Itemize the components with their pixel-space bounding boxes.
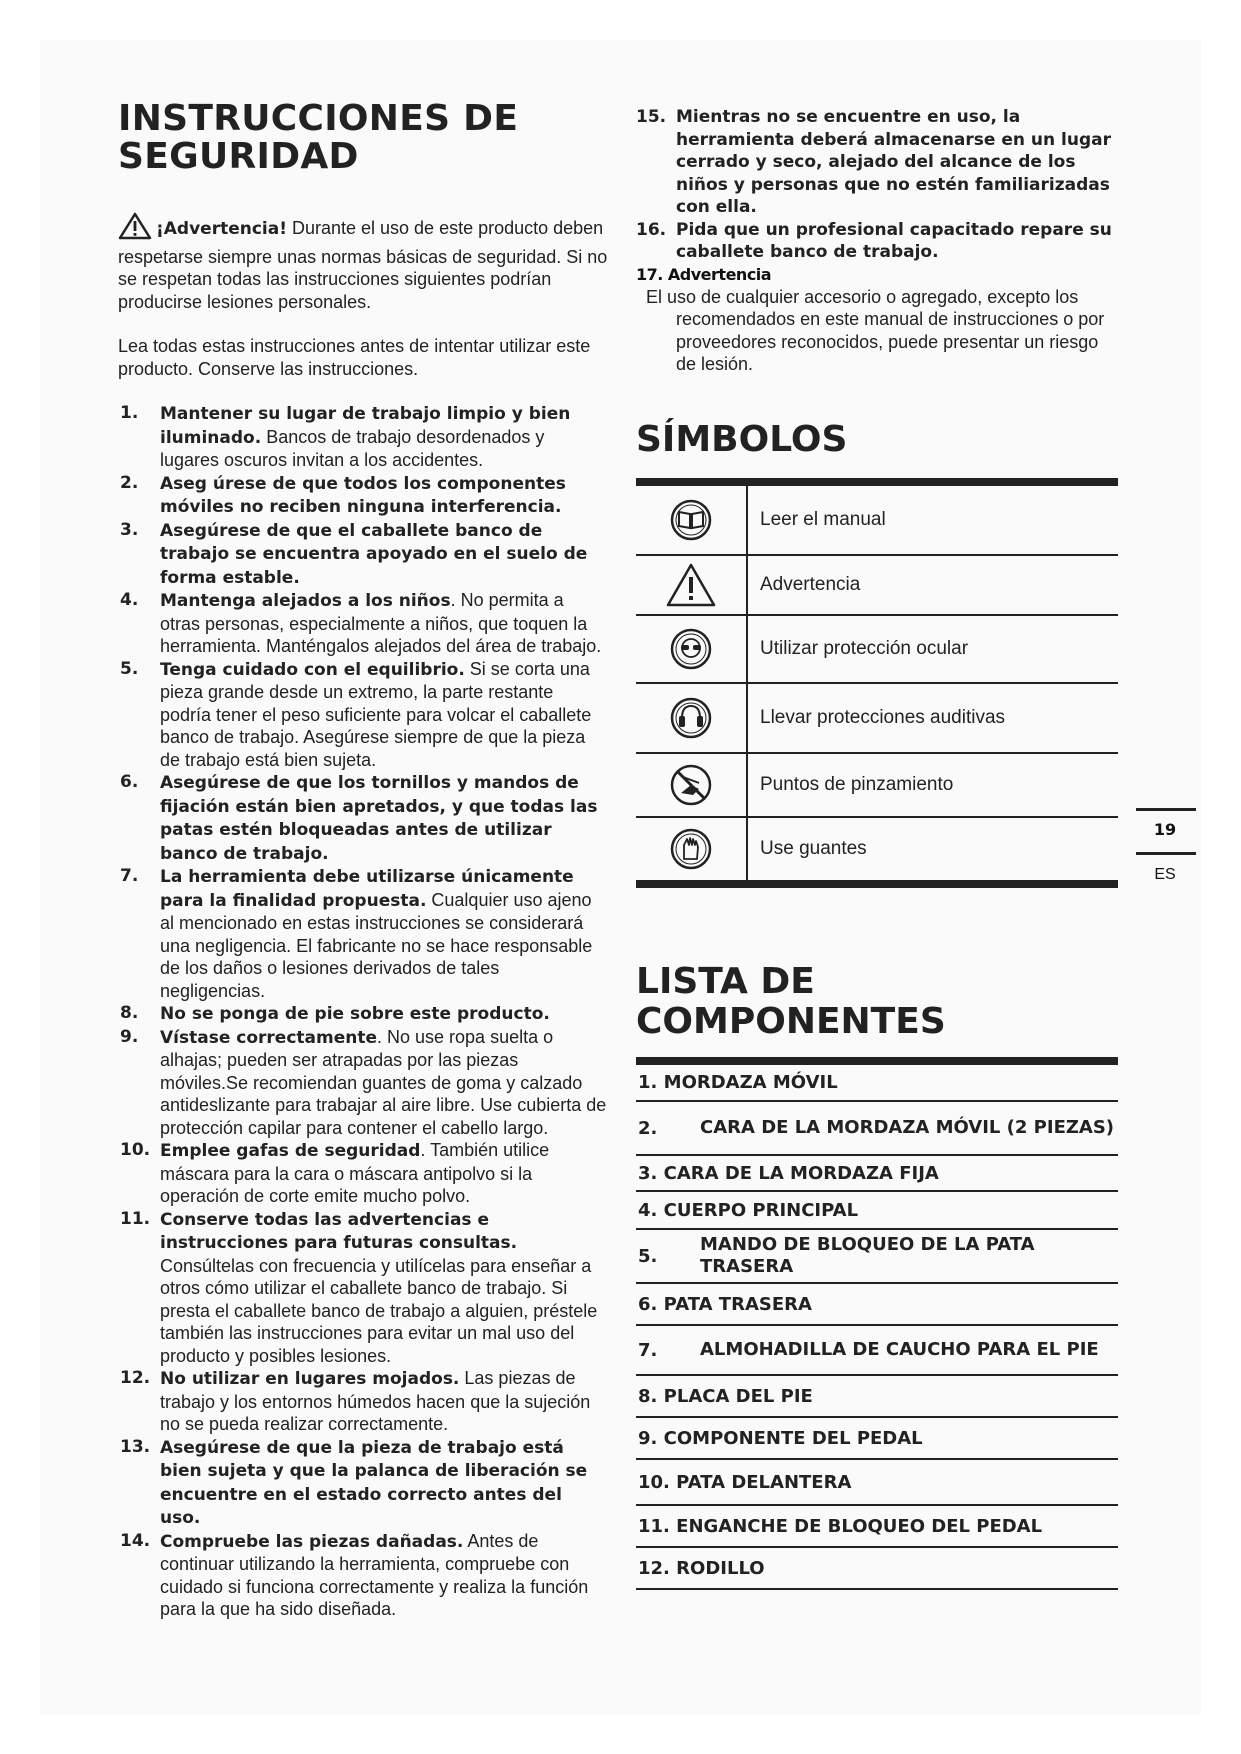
rule-bold-text: Mientras no se encuentre en uso, la herramienta deberá almacenarse en un lugar cerrado y seco, alejado del alcance de los niños y personas que no estén familiarizadas con ella. <box>676 107 1111 217</box>
rule-text: Las piezas de trabajo y los entornos húmedos hacen que la sujeción no se pueda realizar correctamente. <box>160 1368 591 1434</box>
rule-number: 1. <box>120 403 139 423</box>
component-row <box>636 1418 1118 1460</box>
rule-bold-text: Aseg úrese de que todos los componentes móviles no reciben ninguna interferencia. <box>160 473 566 517</box>
ear-protection-icon <box>636 684 748 752</box>
symbols-title: SÍMBOLOS <box>636 419 848 460</box>
components-table <box>636 1057 1118 1590</box>
component-label: MORDAZA MÓVIL <box>663 1072 838 1093</box>
rule-text: Cualquier uso ajeno al mencionado en estas instrucciones se considerará una negligencia. El fabricante no se hace responsable de los daños o lesiones derivados de tales negligencias. <box>160 889 593 1001</box>
component-row <box>636 1065 1118 1102</box>
read-instructions-text: Lea todas estas instrucciones antes de intentar utilizar este producto. Conserve las instrucciones. <box>118 336 591 379</box>
symbol-label: Leer el manual <box>760 509 886 530</box>
rule-number: 6. <box>120 772 139 792</box>
rule-number: 16. <box>636 219 667 240</box>
safety-rule-item <box>118 771 608 865</box>
rule-number: 12. <box>120 1368 151 1388</box>
rule-number: 13. <box>120 1436 151 1457</box>
rule-number: 5. <box>120 658 139 679</box>
component-number: 7. <box>638 1339 658 1361</box>
symbol-label: Utilizar protección ocular <box>760 638 969 659</box>
rule-text: . No use ropa suelta o alhajas; pueden ser atrapadas por las piezas móviles.Se recomiendan guantes de goma y calzado antideslizante para trabajar al aire libre. Use cubierta de protección capilar para contener el cabello largo. <box>160 1026 607 1138</box>
rule-bold-text: Compruebe las piezas dañadas. <box>160 1531 464 1552</box>
left-column <box>118 100 608 1621</box>
rule-number: 10. <box>120 1140 151 1160</box>
warning-intro <box>118 212 608 313</box>
page-title: INSTRUCCIONES DE SEGURIDAD <box>118 98 519 177</box>
safety-rule-item <box>118 1436 608 1530</box>
component-row <box>636 1284 1118 1326</box>
rule-number: 8. <box>120 1003 139 1023</box>
symbol-label: Puntos de pinzamiento <box>760 774 954 795</box>
symbols-table <box>636 478 1118 888</box>
safety-rule-item <box>118 1139 608 1208</box>
warning-text: Durante el uso de este producto deben respetarse siempre unas normas básicas de seguridad. Si no se respetan todas las instrucciones siguientes podrían producirse lesiones personales. <box>118 218 608 312</box>
safety-rules-continued <box>636 106 1116 264</box>
component-label: RODILLO <box>676 1557 765 1579</box>
safety-rule-item <box>118 658 608 772</box>
safety-rule-item <box>636 106 1116 219</box>
component-row <box>636 1326 1118 1376</box>
rule-text: . También utilice máscara para la cara o máscara antipolvo si la operación de corte emite mucho polvo. <box>160 1140 550 1206</box>
rule-number: 15. <box>636 107 667 127</box>
read-manual-icon <box>636 486 748 554</box>
component-label: ALMOHADILLA DE CAUCHO PARA EL PIE <box>700 1339 1099 1360</box>
rule-text: Consúltelas con frecuencia y utilícelas para enseñar a otros cómo utilizar el caballete banco de trabajo. Si presta el caballete banco de trabajo a alguien, préstele también las instrucciones para evitar un mal uso del producto y posibles lesiones. <box>160 1255 598 1366</box>
rule-bold-text: Mantener su lugar de trabajo limpio y bien iluminado. <box>160 404 571 448</box>
safety-rule-item <box>118 472 608 519</box>
symbol-label: Use guantes <box>760 838 867 859</box>
symbol-row <box>636 486 1118 556</box>
component-row <box>636 1230 1118 1284</box>
language-code: ES <box>1154 866 1176 883</box>
rule-number: 2. <box>120 472 139 493</box>
rule-bold-text: Asegúrese de que el caballete banco de trabajo se encuentra apoyado en el suelo de forma estable. <box>160 520 588 588</box>
rule-text: . No permita a otras personas, especialmente a niños, que toquen la herramienta. Manténgalos alejados del área de trabajo. <box>160 590 602 656</box>
component-label: MANDO DE BLOQUEO DE LA PATA TRASERA <box>700 1234 1035 1277</box>
warning-label: ¡Advertencia! <box>156 219 287 239</box>
rule-number: 4. <box>120 590 139 610</box>
component-row <box>636 1460 1118 1506</box>
rule-number: 7. <box>120 866 139 886</box>
safety-rule-item <box>118 1530 608 1621</box>
rule-bold-text: No utilizar en lugares mojados. <box>160 1369 460 1389</box>
component-number: 6. <box>638 1293 658 1315</box>
component-label: ENGANCHE DE BLOQUEO DEL PEDAL <box>676 1515 1043 1537</box>
component-row <box>636 1506 1118 1548</box>
rule-bold-text: Pida que un profesional capacitado repare su caballete banco de trabajo. <box>676 219 1112 262</box>
rule-text: Bancos de trabajo desordenados y lugares oscuros invitan a los accidentes. <box>160 426 545 470</box>
safety-rule-item <box>118 865 608 1002</box>
component-label: PATA TRASERA <box>663 1293 812 1315</box>
symbol-label: Llevar protecciones auditivas <box>760 707 1006 728</box>
component-number: 3. <box>638 1162 658 1184</box>
component-number: 1. <box>638 1072 658 1093</box>
component-label: CARA DE LA MORDAZA MÓVIL (2 PIEZAS) <box>700 1117 1115 1138</box>
rule-bold-text: Mantenga alejados a los niños <box>160 591 451 611</box>
warning-triangle-icon <box>118 212 152 246</box>
safety-rule-item <box>118 1367 608 1436</box>
rule-bold-text: Conserve todas las advertencias e instrucciones para futuras consultas. <box>160 1209 518 1253</box>
component-number: 8. <box>638 1385 658 1407</box>
component-row <box>636 1192 1118 1230</box>
component-number: 9. <box>638 1427 658 1449</box>
page-number: 19 <box>1153 820 1177 839</box>
component-label: PATA DELANTERA <box>676 1471 852 1493</box>
component-row <box>636 1548 1118 1590</box>
component-number: 11. <box>638 1515 670 1537</box>
rule-number: 9. <box>120 1026 139 1047</box>
eye-protection-icon <box>636 616 748 682</box>
symbol-row <box>636 556 1118 616</box>
rule-bold-text: Emplee gafas de seguridad <box>160 1141 421 1161</box>
symbol-row <box>636 616 1118 684</box>
component-label: COMPONENTE DEL PEDAL <box>663 1427 923 1449</box>
component-number: 4. <box>638 1199 658 1221</box>
safety-rule-item <box>118 1026 608 1140</box>
warning-triangle-icon <box>636 556 748 614</box>
symbol-row <box>636 684 1118 754</box>
safety-rules-list <box>118 402 608 1621</box>
rule-number: 11. <box>120 1208 151 1229</box>
rule-bold-text: Tenga cuidado con el equilibrio. <box>160 659 465 680</box>
component-row <box>636 1102 1118 1156</box>
symbol-row <box>636 818 1118 880</box>
rule-number: 3. <box>120 519 139 540</box>
component-number: 10. <box>638 1471 670 1493</box>
component-number: 2. <box>638 1117 658 1139</box>
rule-bold-text: No se ponga de pie sobre este producto. <box>160 1004 550 1024</box>
gloves-icon <box>636 818 748 880</box>
component-number: 5. <box>638 1245 658 1267</box>
rule-bold-text: La herramienta debe utilizarse únicamente para la finalidad propuesta. <box>160 867 574 911</box>
rule-bold-text: Asegúrese de que los tornillos y mandos de fijación están bien apretados, y que todas las patas estén bloqueadas antes de utilizar banco de trabajo. <box>160 773 598 864</box>
page-number-rule-top <box>1136 808 1196 811</box>
safety-rule-item <box>636 219 1116 264</box>
component-label: CARA DE LA MORDAZA FIJA <box>663 1162 939 1184</box>
component-label: CUERPO PRINCIPAL <box>663 1199 859 1221</box>
rule-text: Antes de continuar utilizando la herramienta, compruebe con cuidado si funciona correctamente y realiza la función para la que ha sido diseñada. <box>160 1530 589 1619</box>
component-number: 12. <box>638 1557 670 1579</box>
pinch-points-icon <box>636 754 748 816</box>
symbol-row <box>636 754 1118 818</box>
component-row <box>636 1376 1118 1418</box>
safety-rule-item <box>118 589 608 658</box>
rule-number: 14. <box>120 1530 151 1551</box>
safety-rule-item <box>118 519 608 590</box>
safety-rule-item <box>118 1002 608 1026</box>
rule-text: Si se corta una pieza grande desde un extremo, la parte restante podría tener el peso suficiente para volcar el caballete banco de trabajo. Asegúrese siempre de que la pieza de trabajo está bien sujeta. <box>160 658 592 770</box>
rule-17-body: El uso de cualquier accesorio o agregado, excepto los recomendados en este manual de instrucciones o por proveedores reconocidos, puede presentar un riesgo de lesión. <box>646 286 1105 374</box>
rule-17-heading: 17. Advertencia <box>636 264 772 284</box>
components-title: LISTA DE COMPONENTES <box>636 961 946 1042</box>
rule-bold-text: Vístase correctamente <box>160 1027 377 1048</box>
component-row <box>636 1156 1118 1192</box>
page-number-rule-bottom <box>1136 852 1196 855</box>
component-label: PLACA DEL PIE <box>663 1385 813 1407</box>
right-column <box>636 106 1116 376</box>
rule-bold-text: Asegúrese de que la pieza de trabajo está bien sujeta y que la palanca de liberación se encuentre en el estado correcto antes del uso. <box>160 1437 588 1528</box>
safety-rule-item <box>118 402 608 472</box>
safety-rule-item <box>118 1208 608 1368</box>
symbol-label: Advertencia <box>760 574 861 595</box>
